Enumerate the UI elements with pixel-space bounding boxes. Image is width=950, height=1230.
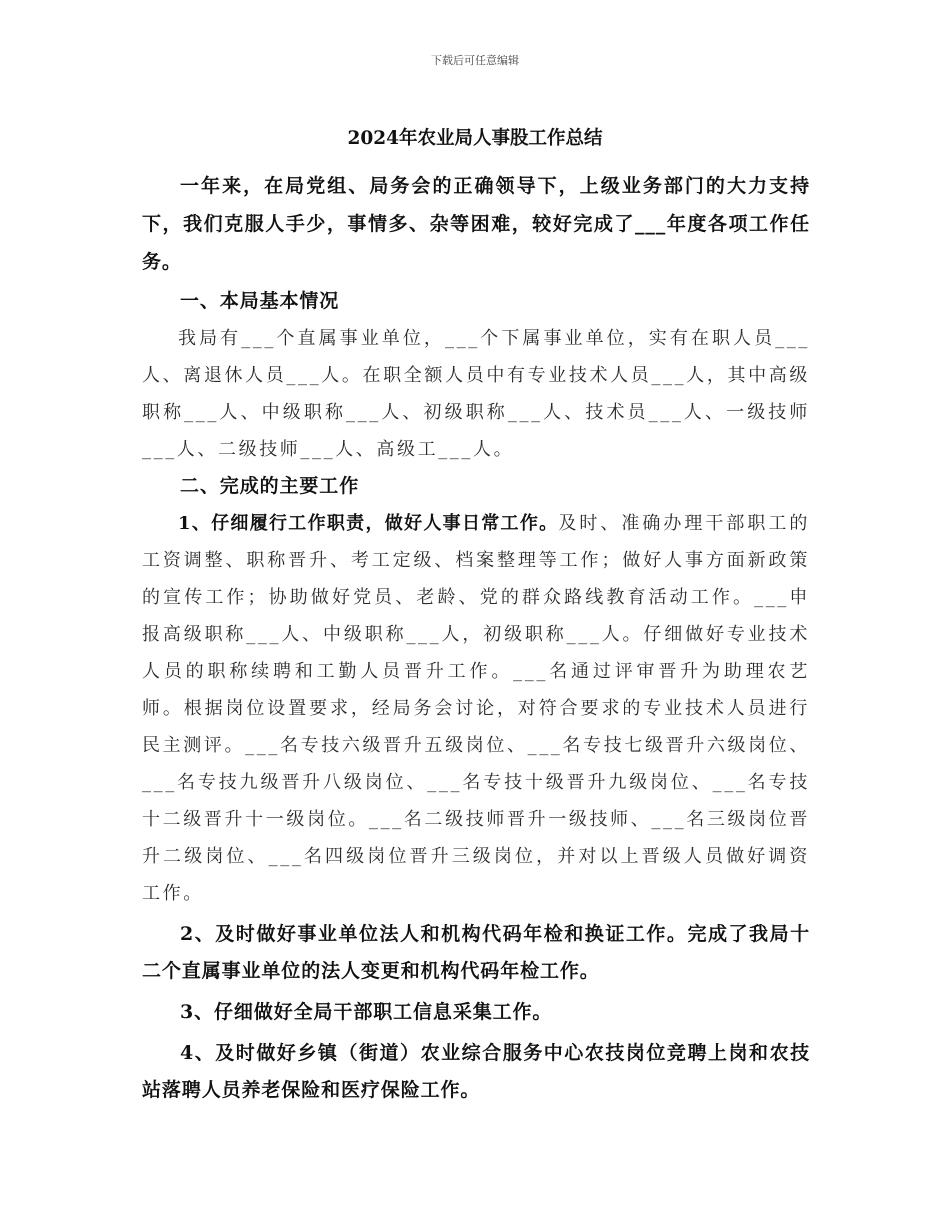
work-item-4-paragraph: 4、及时做好乡镇（街道）农业综合服务中心农技岗位竞聘上岗和农技站落聘人员养老保险和医疗保险工作。 xyxy=(142,1042,810,1101)
document-body xyxy=(142,167,810,1109)
work-item-1-paragraph xyxy=(142,505,810,912)
section-heading-basic-info: 一、本局基本情况 xyxy=(180,290,340,312)
work-item-2-paragraph: 2、及时做好事业单位法人和机构代码年检和换证工作。完成了我局十二个直属事业单位的法人变更和机构代码年检工作。 xyxy=(142,923,810,982)
page-header-note: 下载后可任意编辑 xyxy=(431,54,519,67)
section-heading-main-work: 二、完成的主要工作 xyxy=(180,475,360,497)
work-item-3-paragraph: 3、仔细做好全局干部职工信息采集工作。 xyxy=(180,1001,553,1023)
document-title: 2024年农业局人事股工作总结 xyxy=(347,128,603,149)
work-item-1-lead: 1、仔细履行工作职责，做好人事日常工作。 xyxy=(178,513,559,534)
intro-paragraph: 一年来，在局党组、局务会的正确领导下，上级业务部门的大力支持下，我们克服人手少，事情多、杂等困难，较好完成了___年度各项工作任务。 xyxy=(142,175,810,273)
work-item-1-text: 及时、准确办理干部职工的工资调整、职称晋升、考工定级、档案整理等工作；做好人事方面新政策的宣传工作；协助做好党员、老龄、党的群众路线教育活动工作。___申报高级职称___人、中级职称___人，初级职称___人。仔细做好专业技术人员的职称续聘和工勤人员晋升工作。___名通过评审晋升为助理农艺师。根据岗位设置要求，经局务会讨论，对符合要求的专业技术人员进行民主测评。___名专技六级晋升五级岗位、___名专技七级晋升六级岗位、___名专技九级晋升八级岗位、___名专技十级晋升九级岗位、___名专技十二级晋升十一级岗位。___名二级技师晋升一级技师、___名三级岗位晋升二级岗位、___名四级岗位晋升三级岗位，并对以上晋级人员做好调资工作。 xyxy=(142,513,810,904)
section-basic-info-paragraph: 我局有___个直属事业单位，___个下属事业单位，实有在职人员___人、离退休人员___人。在职全额人员中有专业技术人员___人，其中高级职称___人、中级职称___人、初级职称___人、技术员___人、一级技师___人、二级技师___人、高级工___人。 xyxy=(142,328,810,460)
